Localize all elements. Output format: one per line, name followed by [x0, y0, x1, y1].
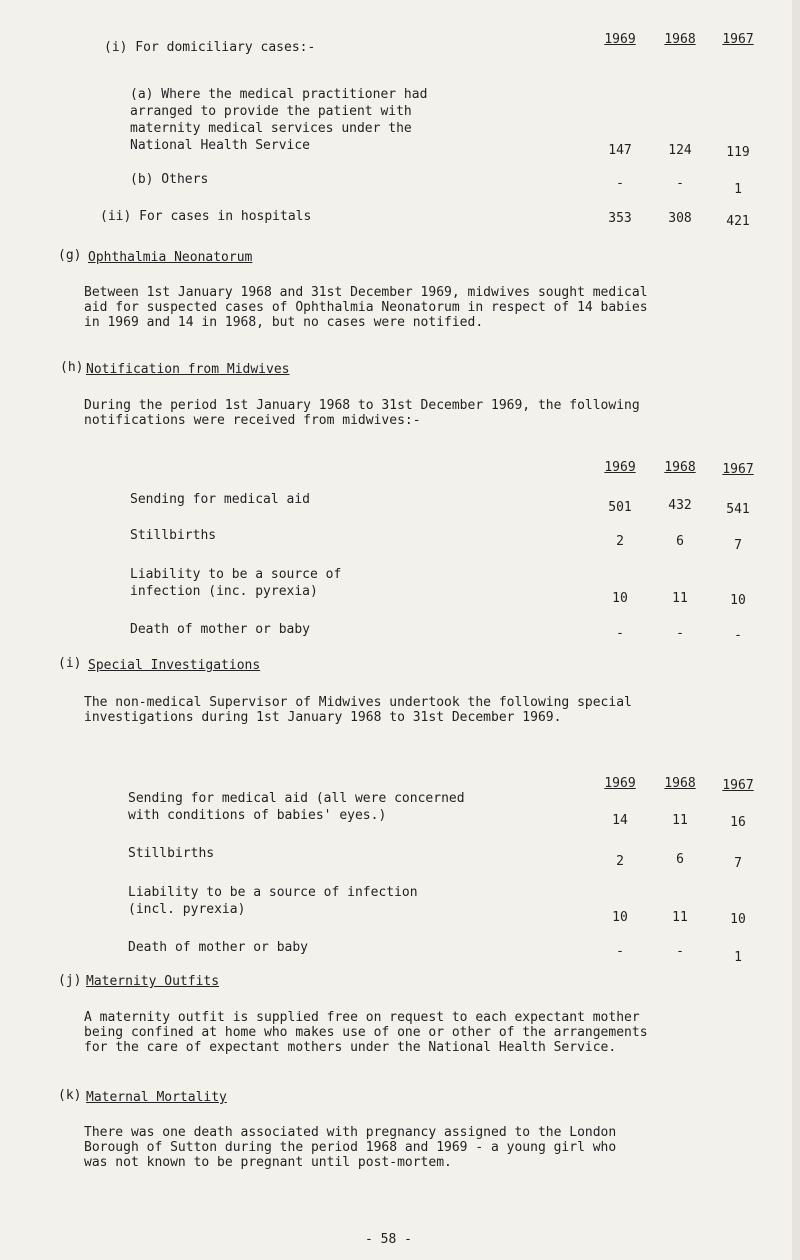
investigations-year-1: 1969 — [604, 776, 636, 791]
investigations-letter: (i) — [58, 656, 82, 671]
notification-title: Notification from Midwives — [86, 362, 290, 377]
investigations-row-label: Death of mother or baby — [128, 940, 309, 955]
investigations-row-value: 16 — [730, 815, 746, 830]
investigations-year-3: 1967 — [722, 778, 754, 793]
domiciliary-a-1968: 124 — [668, 143, 692, 158]
domiciliary-ii-label: (ii) For cases in hospitals — [100, 209, 312, 224]
notification-year-2: 1968 — [664, 460, 696, 475]
investigations-row-value: 11 — [672, 910, 688, 925]
domiciliary-a-label: (a) Where the medical practitioner had arranged to provide the patient with maternity medical services under the National Health Service — [130, 87, 428, 153]
domiciliary-b-1969: - — [616, 176, 624, 191]
investigations-row-value: 2 — [616, 854, 624, 869]
ophthalmia-text: Between 1st January 1968 and 31st December 1969, midwives sought medical aid for suspected cases of Ophthalmia Neonatorum in respect of 14 babies in 1969 and 14 in 1968, but no cases were notified. — [84, 285, 648, 330]
notification-row-value: - — [676, 626, 684, 641]
year-header-1: 1969 — [604, 32, 636, 47]
investigations-text: The non-medical Supervisor of Midwives undertook the following special investigations during 1st January 1968 to 31st December 1969. — [84, 695, 632, 725]
notification-row-value: 501 — [608, 500, 632, 515]
outfits-title: Maternity Outfits — [86, 974, 220, 989]
investigations-row-value: 1 — [734, 950, 742, 965]
notification-text: During the period 1st January 1968 to 31st December 1969, the following notifications were received from midwives:- — [84, 398, 640, 428]
investigations-row-value: - — [616, 944, 624, 959]
notification-letter: (h) — [60, 360, 84, 375]
mortality-title: Maternal Mortality — [86, 1090, 227, 1105]
notification-row-value: - — [734, 628, 742, 643]
investigations-row-label: Sending for medical aid (all were concerned with conditions of babies' eyes.) — [128, 791, 465, 823]
domiciliary-b-1967: 1 — [734, 182, 742, 197]
domiciliary-a-1967: 119 — [726, 145, 750, 160]
notification-row-value: 10 — [730, 593, 746, 608]
investigations-row-value: 10 — [730, 912, 746, 927]
ophthalmia-letter: (g) — [58, 248, 82, 263]
investigations-row-value: 11 — [672, 813, 688, 828]
notification-row-label: Liability to be a source of infection (inc. pyrexia) — [130, 567, 342, 599]
notification-row-value: 6 — [676, 534, 684, 549]
notification-row-value: 2 — [616, 534, 624, 549]
notification-row-label: Stillbirths — [130, 528, 217, 543]
notification-row-label: Sending for medical aid — [130, 492, 311, 507]
investigations-year-2: 1968 — [664, 776, 696, 791]
notification-row-label: Death of mother or baby — [130, 622, 311, 637]
domiciliary-ii-1967: 421 — [726, 214, 750, 229]
notification-row-value: 11 — [672, 591, 688, 606]
domiciliary-b-label: (b) Others — [130, 172, 209, 187]
investigations-title: Special Investigations — [88, 658, 261, 673]
notification-row-value: - — [616, 626, 624, 641]
domiciliary-ii-1968: 308 — [668, 211, 692, 226]
outfits-text: A maternity outfit is supplied free on request to each expectant mother being confined at home who makes use of one or other of the arrangements for the care of expectant mothers under the National Health Service. — [84, 1010, 648, 1055]
ophthalmia-title: Ophthalmia Neonatorum — [88, 250, 253, 265]
investigations-row-value: 10 — [612, 910, 628, 925]
mortality-text: There was one death associated with pregnancy assigned to the London Borough of Sutton during the period 1968 and 1969 - a young girl who was not known to be pregnant until post-mortem. — [84, 1125, 617, 1170]
notification-year-3: 1967 — [722, 462, 754, 477]
domiciliary-ii-1969: 353 — [608, 211, 632, 226]
mortality-letter: (k) — [58, 1088, 82, 1103]
notification-row-value: 10 — [612, 591, 628, 606]
notification-year-1: 1969 — [604, 460, 636, 475]
domiciliary-a-1969: 147 — [608, 143, 632, 158]
notification-row-value: 432 — [668, 498, 692, 513]
page-edge — [792, 0, 800, 1260]
domiciliary-heading: (i) For domiciliary cases:- — [104, 40, 316, 55]
year-header-3: 1967 — [722, 32, 754, 47]
notification-row-value: 7 — [734, 538, 742, 553]
investigations-row-label: Liability to be a source of infection (incl. pyrexia) — [128, 885, 418, 917]
page-number: - 58 - — [365, 1232, 412, 1247]
investigations-row-label: Stillbirths — [128, 846, 215, 861]
notification-row-value: 541 — [726, 502, 750, 517]
investigations-row-value: 6 — [676, 852, 684, 867]
domiciliary-b-1968: - — [676, 176, 684, 191]
investigations-row-value: - — [676, 944, 684, 959]
outfits-letter: (j) — [58, 973, 82, 988]
investigations-row-value: 14 — [612, 813, 628, 828]
year-header-2: 1968 — [664, 32, 696, 47]
investigations-row-value: 7 — [734, 856, 742, 871]
